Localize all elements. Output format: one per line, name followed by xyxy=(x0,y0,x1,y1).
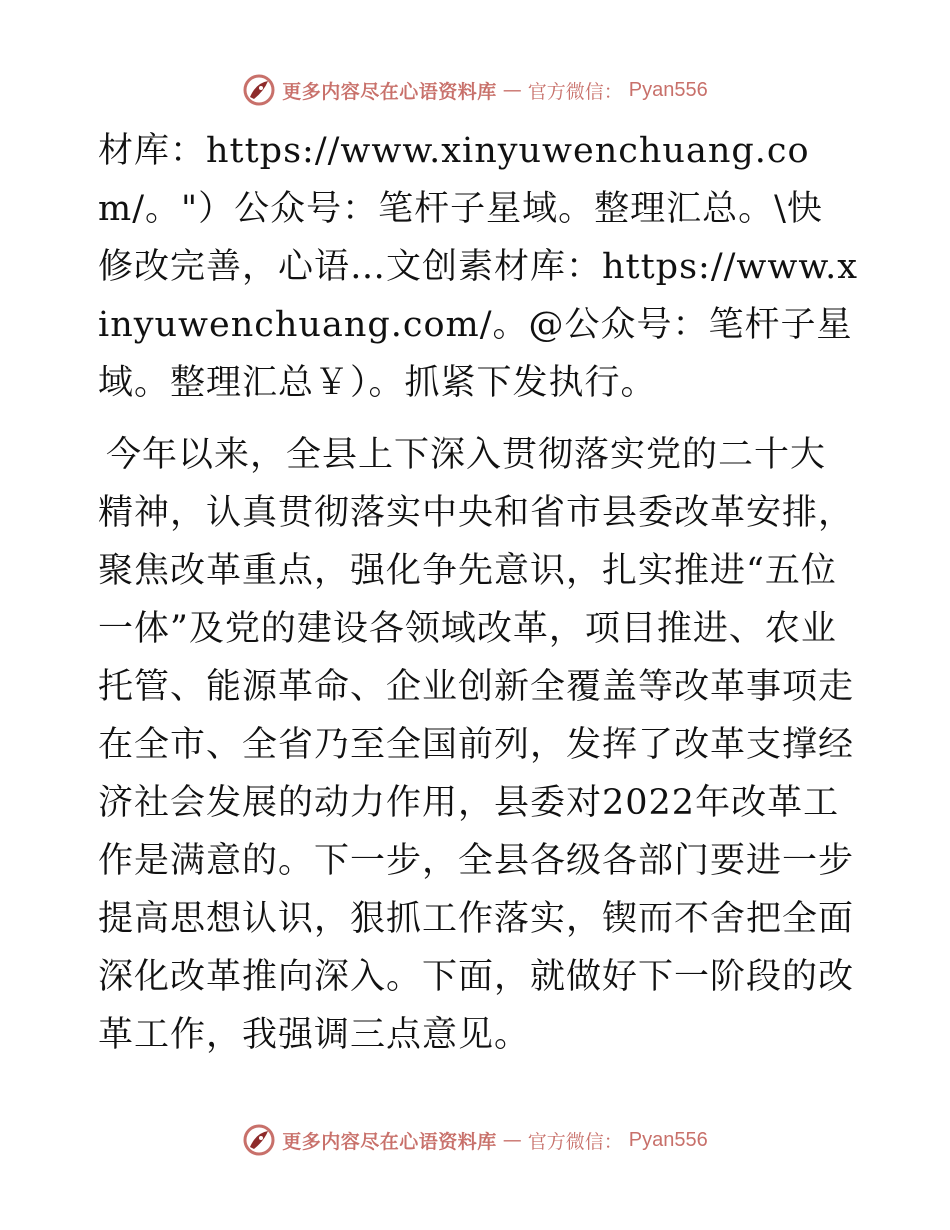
header-banner xyxy=(0,70,950,110)
paragraph-2: 今年以来，全县上下深入贯彻落实党的二十大精神，认真贯彻落实中央和省市县委改革安排，聚焦改革重点，强化争先意识，扎实推进“五位一体”及党的建设各领域改革，项目推进、农业托管、能源革命、企业创新全覆盖等改革事项走在全市、全省乃至全国前列，发挥了改革支撑经济社会发展的动力作用，县委对2022年改革工作是满意的。下一步，全县各级各部门要进一步提高思想认识，狠抓工作落实，锲而不舍把全面深化改革推向深入。下面，就做好下一阶段的改革工作，我强调三点意见。 xyxy=(98,435,855,1055)
banner-wechat-id: Pyan556 xyxy=(628,78,708,101)
paragraph-1: 材库：https://www.xinyuwenchuang.com/。"）公众号：笔杆子星域。整理汇总。\快修改完善，心语…文创素材库：https://www.xinyuwenchuang.com/。@公众号：笔杆子星域。整理汇总￥）。抓紧下发执行。 xyxy=(98,131,859,403)
banner-dash: — xyxy=(502,79,522,101)
footer-banner xyxy=(0,1120,950,1160)
banner-dash: — xyxy=(502,1129,522,1151)
banner-wechat-id: Pyan556 xyxy=(628,1128,708,1151)
pen-nib-logo-icon xyxy=(242,1123,276,1157)
banner-wechat-label: 官方微信： xyxy=(527,1130,623,1153)
pen-nib-logo-icon xyxy=(242,73,276,107)
banner-wechat-label: 官方微信： xyxy=(527,80,623,103)
document-body xyxy=(98,122,858,1064)
banner-slogan: 更多内容尽在心语资料库 xyxy=(282,80,497,103)
banner-slogan: 更多内容尽在心语资料库 xyxy=(282,1130,497,1153)
